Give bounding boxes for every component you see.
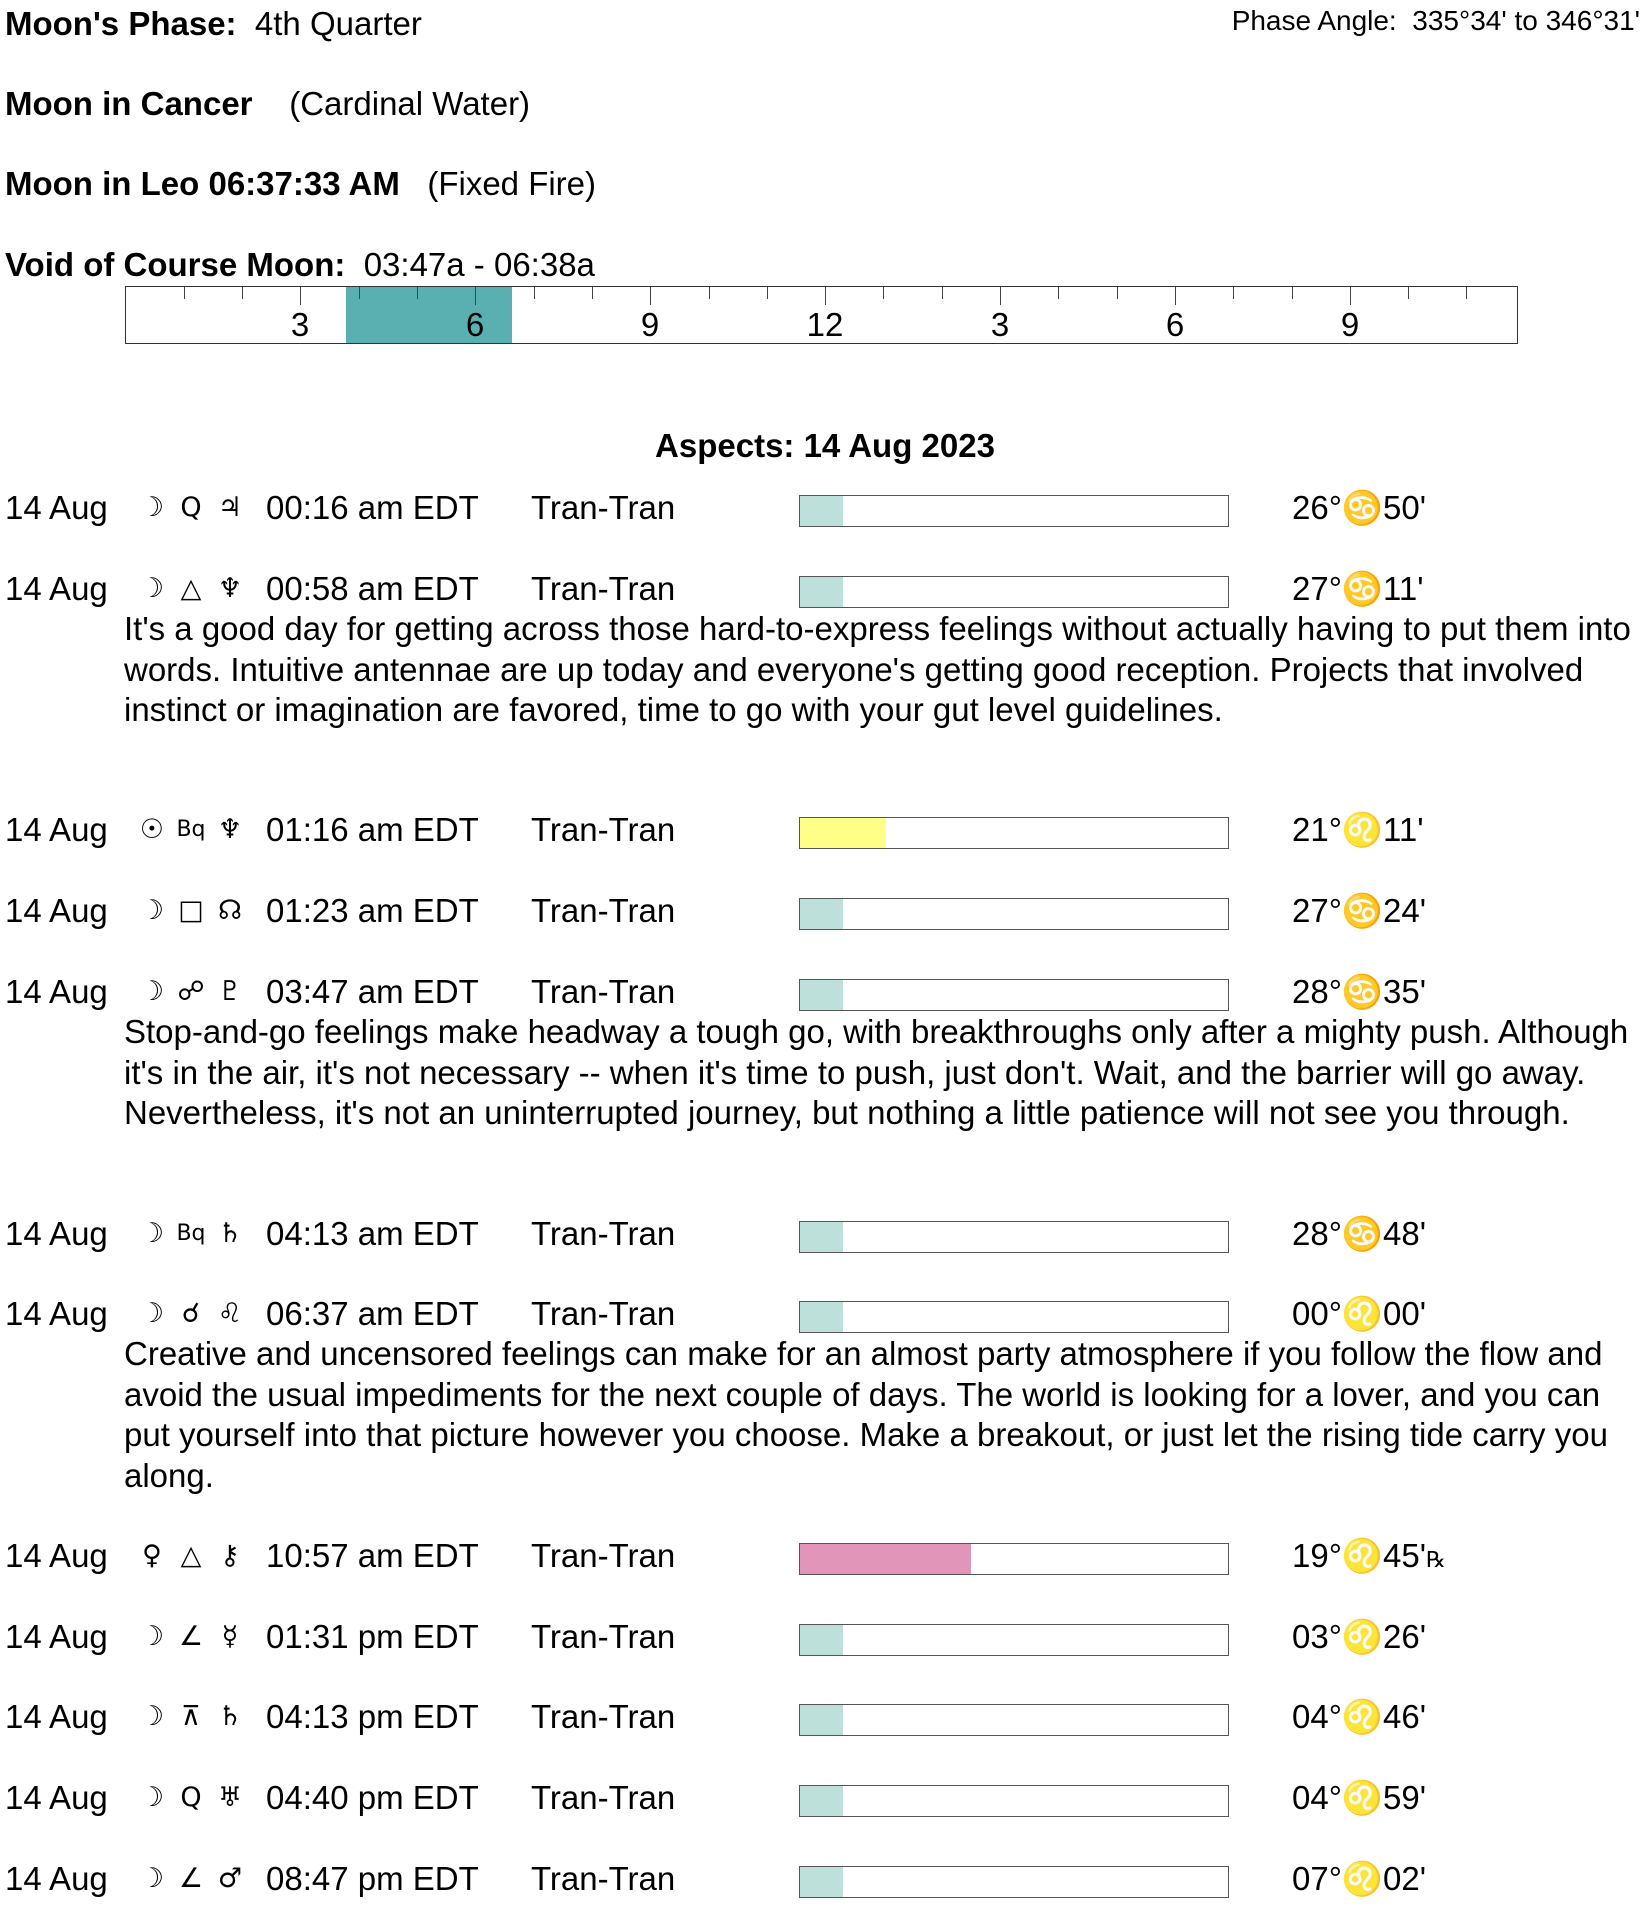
aspect-row bbox=[0, 1536, 1650, 1576]
planet-2-icon: ♃ bbox=[217, 492, 243, 523]
planet-2-icon: ♇ bbox=[217, 976, 243, 1007]
aspect-strength-bar bbox=[799, 495, 1229, 527]
moon-sign-2-element: (Fixed Fire) bbox=[427, 165, 597, 202]
aspect-position: 07°♌02' bbox=[1292, 1860, 1426, 1897]
aspect-strength-bar bbox=[799, 1704, 1229, 1736]
planet-1-icon: ☽ bbox=[139, 573, 165, 604]
aspect-type-icon: ☍ bbox=[177, 976, 205, 1007]
aspect-type-icon: ∠ bbox=[178, 1621, 204, 1652]
aspect-row bbox=[0, 1617, 1650, 1657]
aspect-position: 00°♌00' bbox=[1292, 1295, 1426, 1332]
timeline-tick bbox=[592, 287, 593, 299]
aspect-strength-bar bbox=[799, 1866, 1229, 1898]
aspect-time: 01:31 pm EDT bbox=[266, 1618, 479, 1655]
aspect-strength-bar bbox=[799, 979, 1229, 1011]
aspect-row bbox=[0, 1859, 1650, 1899]
phase-angle-value: 335°34' to 346°31' bbox=[1412, 5, 1640, 36]
planet-1-icon: ☽ bbox=[139, 895, 165, 926]
planet-2-icon: ♆ bbox=[217, 814, 243, 845]
moon-phase-value: 4th Quarter bbox=[254, 5, 422, 42]
aspect-type-icon: △ bbox=[180, 1540, 202, 1571]
aspect-strength-bar bbox=[799, 898, 1229, 930]
moon-sign-1 bbox=[5, 84, 530, 124]
aspect-position: 27°♋24' bbox=[1292, 892, 1426, 929]
aspect-interpretation: Creative and uncensored feelings can make for an almost party atmosphere if you follow the flow and avoid the usual impediments for the next couple of days. The world is looking for a lover, and you can put yourself into that picture however you choose. Make a breakout, or just let the rising tide carry you along. bbox=[124, 1335, 1608, 1494]
aspect-date: 14 Aug bbox=[5, 1618, 108, 1655]
aspect-type-icon: ⊼ bbox=[181, 1701, 201, 1732]
aspect-transit-type: Tran-Tran bbox=[531, 892, 676, 929]
timeline-tick bbox=[300, 287, 301, 305]
moon-phase-label: Moon's Phase: bbox=[5, 5, 237, 42]
timeline-tick bbox=[184, 287, 185, 299]
aspect-time: 01:23 am EDT bbox=[266, 892, 479, 929]
planet-1-icon: ♀ bbox=[142, 1540, 162, 1571]
timeline-tick bbox=[1350, 287, 1351, 305]
aspect-position: 28°♋35' bbox=[1292, 973, 1426, 1010]
timeline-tick bbox=[242, 287, 243, 299]
aspect-type-icon: ∠ bbox=[178, 1863, 204, 1894]
timeline-tick bbox=[883, 287, 884, 299]
aspect-date: 14 Aug bbox=[5, 1537, 108, 1574]
aspect-strength-bar bbox=[799, 576, 1229, 608]
planet-1-icon: ☽ bbox=[139, 1863, 165, 1894]
planet-2-icon: ⚷ bbox=[220, 1540, 240, 1571]
planet-1-icon: ☽ bbox=[139, 1218, 165, 1249]
aspect-type-icon: ☌ bbox=[181, 1298, 201, 1329]
aspect-strength-fill bbox=[800, 1786, 843, 1816]
timeline-hour-label: 12 bbox=[806, 306, 844, 343]
aspect-transit-type: Tran-Tran bbox=[531, 1295, 676, 1332]
planet-2-icon: ♄ bbox=[217, 1218, 243, 1249]
aspect-date: 14 Aug bbox=[5, 1215, 108, 1252]
aspect-interpretation: It's a good day for getting across those hard-to-express feelings without actually having to put them into words. Intuitive antennae are up today and everyone's getting good reception. Projects that involved instinct or imagination are favored, time to go with your gut level guidelines. bbox=[124, 610, 1631, 728]
timeline-tick bbox=[825, 287, 826, 305]
timeline-hour-label: 9 bbox=[640, 306, 660, 343]
phase-angle-label: Phase Angle: bbox=[1231, 5, 1397, 36]
aspect-strength-fill bbox=[800, 1867, 843, 1897]
aspect-date: 14 Aug bbox=[5, 1698, 108, 1735]
aspect-transit-type: Tran-Tran bbox=[531, 973, 676, 1010]
aspect-strength-fill bbox=[800, 980, 843, 1010]
aspect-strength-fill bbox=[800, 1625, 843, 1655]
timeline-hour-label: 9 bbox=[1340, 306, 1360, 343]
aspect-row bbox=[0, 972, 1650, 1012]
timeline-hour-label: 3 bbox=[290, 306, 310, 343]
timeline-tick bbox=[709, 287, 710, 299]
aspect-type-icon: □ bbox=[178, 895, 204, 926]
aspect-strength-fill bbox=[800, 899, 843, 929]
aspect-strength-bar bbox=[799, 817, 1229, 849]
aspect-position: 19°♌45'℞ bbox=[1292, 1537, 1446, 1574]
phase-angle bbox=[1232, 4, 1640, 38]
aspect-time: 10:57 am EDT bbox=[266, 1537, 479, 1574]
aspect-date: 14 Aug bbox=[5, 1860, 108, 1897]
aspect-date: 14 Aug bbox=[5, 973, 108, 1010]
aspect-date: 14 Aug bbox=[5, 1779, 108, 1816]
timeline-tick bbox=[1175, 287, 1176, 305]
timeline-hour-label: 6 bbox=[1165, 306, 1185, 343]
moon-sign-1-element: (Cardinal Water) bbox=[289, 85, 531, 122]
planet-1-icon: ☉ bbox=[139, 814, 165, 845]
planet-1-icon: ☽ bbox=[139, 1782, 165, 1813]
aspect-position: 26°♋50' bbox=[1292, 489, 1426, 526]
aspect-strength-fill bbox=[800, 577, 843, 607]
aspect-position: 03°♌26' bbox=[1292, 1618, 1426, 1655]
aspect-time: 04:13 pm EDT bbox=[266, 1698, 479, 1735]
aspect-date: 14 Aug bbox=[5, 811, 108, 848]
aspect-row bbox=[0, 1294, 1650, 1334]
aspect-transit-type: Tran-Tran bbox=[531, 1698, 676, 1735]
aspect-strength-bar bbox=[799, 1221, 1229, 1253]
planet-2-icon: ☊ bbox=[218, 895, 242, 926]
aspect-strength-fill bbox=[800, 1705, 843, 1735]
moon-sign-2 bbox=[5, 164, 596, 204]
aspect-strength-bar bbox=[799, 1543, 1229, 1575]
timeline-tick bbox=[1000, 287, 1001, 305]
aspect-transit-type: Tran-Tran bbox=[531, 1618, 676, 1655]
timeline-tick bbox=[534, 287, 535, 299]
planet-2-icon: ♆ bbox=[217, 573, 243, 604]
aspect-position: 28°♋48' bbox=[1292, 1215, 1426, 1252]
retrograde-icon: ℞ bbox=[1426, 1547, 1446, 1572]
aspect-date: 14 Aug bbox=[5, 489, 108, 526]
timeline-tick bbox=[1058, 287, 1059, 299]
aspect-row bbox=[0, 810, 1650, 850]
timeline-tick bbox=[1466, 287, 1467, 299]
moon-phase-line bbox=[5, 4, 422, 44]
aspect-transit-type: Tran-Tran bbox=[531, 489, 676, 526]
aspect-strength-bar bbox=[799, 1624, 1229, 1656]
aspect-time: 00:16 am EDT bbox=[266, 489, 479, 526]
aspect-position: 04°♌59' bbox=[1292, 1779, 1426, 1816]
void-of-course-timeline bbox=[125, 286, 1518, 344]
aspect-row bbox=[0, 569, 1650, 609]
timeline-tick bbox=[650, 287, 651, 305]
timeline-hour-label: 6 bbox=[465, 306, 485, 343]
aspect-transit-type: Tran-Tran bbox=[531, 811, 676, 848]
planet-2-icon: ♂ bbox=[217, 1863, 243, 1894]
aspect-row bbox=[0, 488, 1650, 528]
timeline-tick bbox=[359, 287, 360, 299]
aspect-row bbox=[0, 1778, 1650, 1818]
aspect-date: 14 Aug bbox=[5, 570, 108, 607]
aspect-date: 14 Aug bbox=[5, 892, 108, 929]
timeline-tick bbox=[767, 287, 768, 299]
planet-1-icon: ☽ bbox=[139, 1701, 165, 1732]
aspect-row bbox=[0, 1697, 1650, 1737]
aspect-position: 04°♌46' bbox=[1292, 1698, 1426, 1735]
timeline-hour-label: 3 bbox=[990, 306, 1010, 343]
aspect-strength-fill bbox=[800, 1544, 971, 1574]
aspect-type-icon: Bq bbox=[176, 1221, 206, 1246]
planet-2-icon: ♌ bbox=[217, 1298, 243, 1329]
aspect-position: 21°♌11' bbox=[1292, 811, 1424, 848]
voc-label: Void of Course Moon: bbox=[5, 246, 346, 283]
planet-2-icon: ♄ bbox=[217, 1701, 243, 1732]
aspect-transit-type: Tran-Tran bbox=[531, 570, 676, 607]
aspect-strength-bar bbox=[799, 1301, 1229, 1333]
moon-sign-1-label: Moon in Cancer bbox=[5, 85, 253, 122]
aspect-row bbox=[0, 1214, 1650, 1254]
aspect-date: 14 Aug bbox=[5, 1295, 108, 1332]
aspect-transit-type: Tran-Tran bbox=[531, 1779, 676, 1816]
aspect-time: 04:13 am EDT bbox=[266, 1215, 479, 1252]
aspect-type-icon: Q bbox=[180, 492, 202, 523]
timeline-tick bbox=[417, 287, 418, 299]
aspect-type-icon: Bq bbox=[176, 817, 206, 842]
timeline-tick bbox=[1408, 287, 1409, 299]
planet-2-icon: ☿ bbox=[221, 1621, 239, 1652]
aspect-strength-fill bbox=[800, 1302, 843, 1332]
aspect-time: 00:58 am EDT bbox=[266, 570, 479, 607]
aspect-time: 08:47 pm EDT bbox=[266, 1860, 479, 1897]
planet-1-icon: ☽ bbox=[139, 1621, 165, 1652]
aspect-type-icon: △ bbox=[180, 573, 202, 604]
aspect-transit-type: Tran-Tran bbox=[531, 1537, 676, 1574]
aspect-time: 04:40 pm EDT bbox=[266, 1779, 479, 1816]
voc-value: 03:47a - 06:38a bbox=[363, 246, 595, 283]
void-of-course bbox=[5, 245, 595, 285]
aspect-strength-fill bbox=[800, 818, 886, 848]
aspect-row bbox=[0, 891, 1650, 931]
planet-1-icon: ☽ bbox=[139, 976, 165, 1007]
moon-sign-2-label: Moon in Leo 06:37:33 AM bbox=[5, 165, 400, 202]
timeline-tick bbox=[942, 287, 943, 299]
aspect-transit-type: Tran-Tran bbox=[531, 1860, 676, 1897]
aspect-transit-type: Tran-Tran bbox=[531, 1215, 676, 1252]
aspect-time: 03:47 am EDT bbox=[266, 973, 479, 1010]
aspect-time: 01:16 am EDT bbox=[266, 811, 479, 848]
timeline-tick bbox=[1292, 287, 1293, 299]
aspect-strength-fill bbox=[800, 496, 843, 526]
aspect-strength-bar bbox=[799, 1785, 1229, 1817]
aspects-title: Aspects: 14 Aug 2023 bbox=[655, 427, 995, 464]
aspect-position: 27°♋11' bbox=[1292, 570, 1424, 607]
planet-1-icon: ☽ bbox=[139, 492, 165, 523]
voc-fill bbox=[346, 287, 512, 343]
aspect-interpretation: Stop-and-go feelings make headway a tough go, with breakthroughs only after a mighty push. Although it's in the air, it's not necessary -- when it's time to push, just don't. Wait, and the barrier will go away. Nevertheless, it's not an uninterrupted journey, but nothing a little patience will not see you through. bbox=[124, 1013, 1629, 1131]
aspect-strength-fill bbox=[800, 1222, 843, 1252]
aspect-time: 06:37 am EDT bbox=[266, 1295, 479, 1332]
timeline-tick bbox=[1233, 287, 1234, 299]
timeline-tick bbox=[475, 287, 476, 305]
planet-1-icon: ☽ bbox=[139, 1298, 165, 1329]
timeline-tick bbox=[1117, 287, 1118, 299]
planet-2-icon: ♅ bbox=[217, 1782, 243, 1813]
aspect-type-icon: Q bbox=[180, 1782, 202, 1813]
